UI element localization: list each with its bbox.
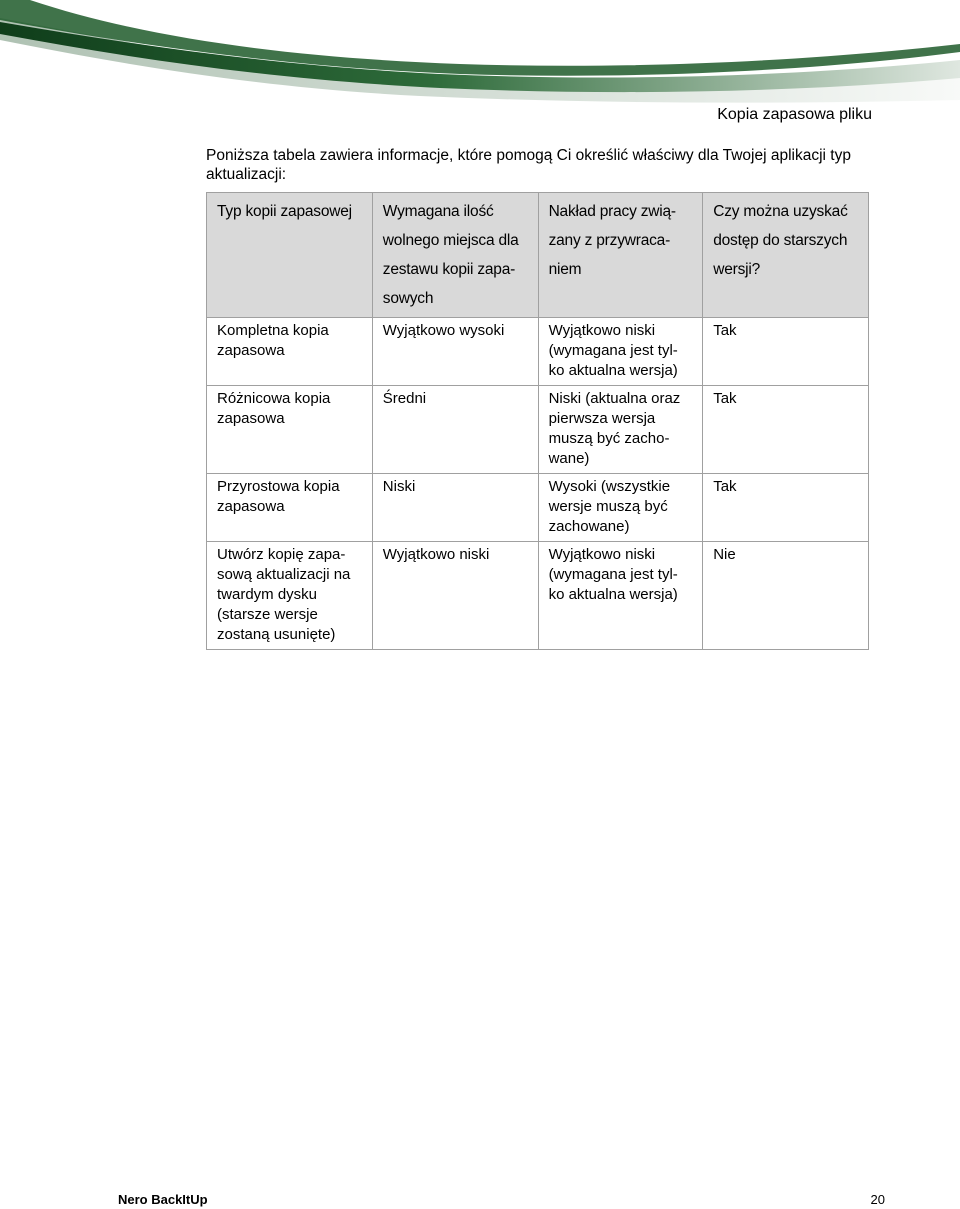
- header-swoosh-graphic: [0, 0, 960, 110]
- cell-required-space: Średni: [372, 386, 538, 474]
- header-restore-effort: Nakład pracy zwią-zany z przywraca-niem: [538, 193, 703, 318]
- cell-required-space: Niski: [372, 474, 538, 542]
- cell-backup-type: Różnicowa kopia zapasowa: [207, 386, 373, 474]
- cell-restore-effort: Wysoki (wszystkie wersje muszą być zachowane): [538, 474, 703, 542]
- cell-older-versions: Tak: [703, 318, 869, 386]
- cell-restore-effort: Niski (aktualna oraz pierwsza wersja muszą być zacho-wane): [538, 386, 703, 474]
- cell-required-space: Wyjątkowo wysoki: [372, 318, 538, 386]
- table-row: [207, 318, 869, 386]
- cell-restore-effort: Wyjątkowo niski (wymagana jest tyl-ko aktualna wersja): [538, 318, 703, 386]
- backup-types-table: [206, 192, 869, 650]
- cell-backup-type: Kompletna kopia zapasowa: [207, 318, 373, 386]
- cell-required-space: Wyjątkowo niski: [372, 542, 538, 650]
- cell-older-versions: Tak: [703, 386, 869, 474]
- cell-older-versions: Tak: [703, 474, 869, 542]
- footer-product-name: Nero BackItUp: [118, 1192, 208, 1207]
- header-backup-type: Typ kopii zapasowej: [207, 193, 373, 318]
- table-row: [207, 386, 869, 474]
- footer-page-number: 20: [870, 1192, 885, 1207]
- intro-paragraph: Poniższa tabela zawiera informacje, które pomogą Ci określić właściwy dla Twojej aplikacji typ aktualizacji:: [206, 147, 851, 183]
- cell-backup-type: Przyrostowa kopia zapasowa: [207, 474, 373, 542]
- header-older-versions-access: Czy można uzyskać dostęp do starszych wersji?: [703, 193, 869, 318]
- cell-older-versions: Nie: [703, 542, 869, 650]
- running-title: Kopia zapasowa pliku: [717, 106, 872, 123]
- table-header-row: [207, 193, 869, 318]
- table-row: [207, 474, 869, 542]
- cell-restore-effort: Wyjątkowo niski (wymagana jest tyl-ko aktualna wersja): [538, 542, 703, 650]
- table-row: [207, 542, 869, 650]
- header-required-space: Wymagana ilość wolnego miejsca dla zestawu kopii zapa-sowych: [372, 193, 538, 318]
- cell-backup-type: Utwórz kopię zapa-sową aktualizacji na twardym dysku (starsze wersje zostaną usunięte): [207, 542, 373, 650]
